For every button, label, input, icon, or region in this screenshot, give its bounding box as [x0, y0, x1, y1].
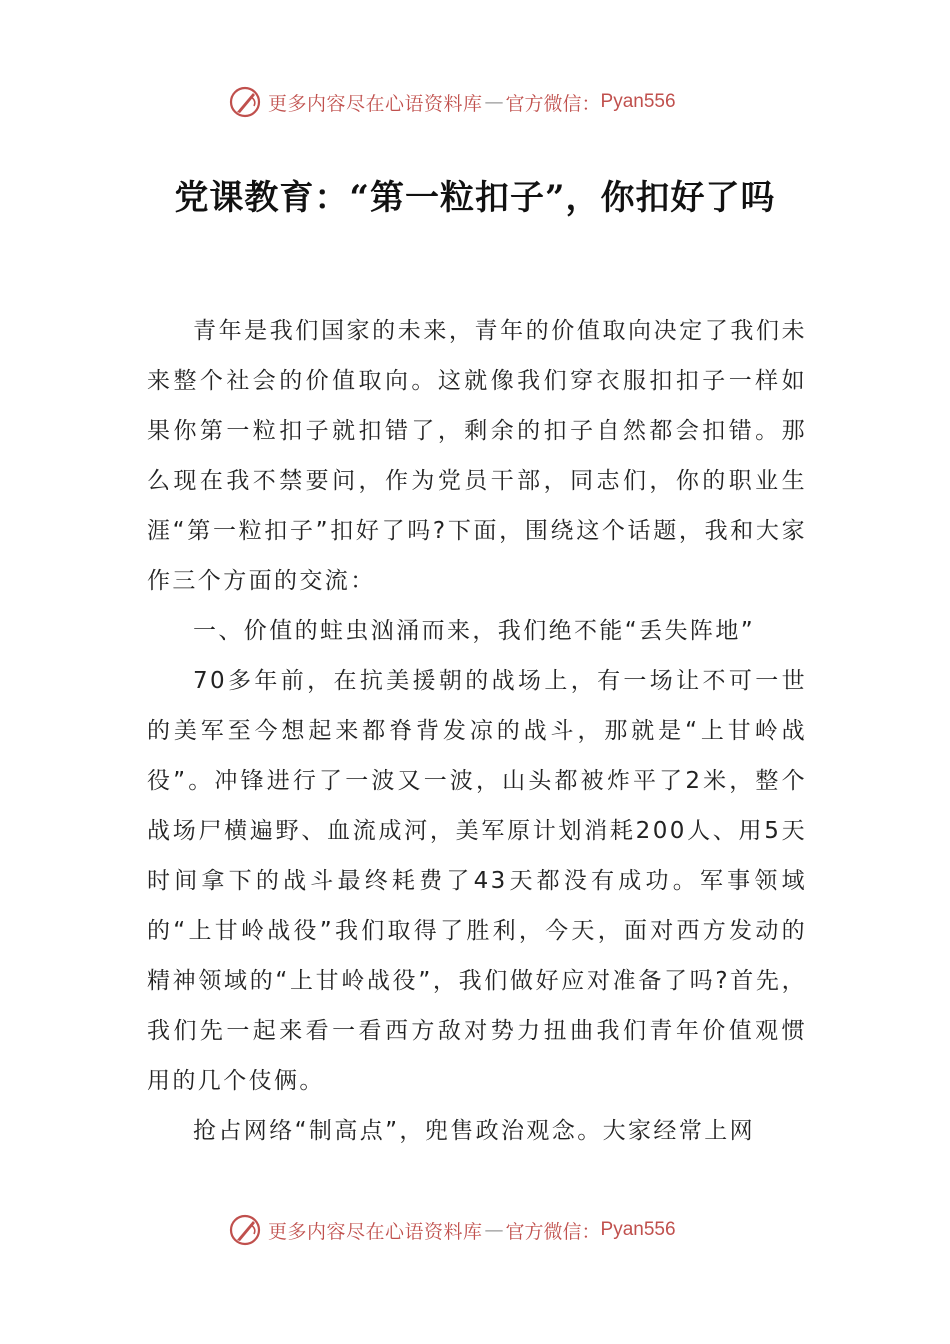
banner-wechat-label: 官方微信：: [505, 92, 601, 115]
paragraph-intro: 青年是我们国家的未来，青年的价值取向决定了我们未来整个社会的价值取向。这就像我们穿衣服扣扣子一样如果你第一粒扣子就扣错了，剩余的扣子自然都会扣错。那么现在我不禁要问，作为党员干部，同志们，你的职业生涯“第一粒扣子”扣好了吗?下面，围绕这个话题，我和大家作三个方面的交流：: [147, 318, 807, 594]
banner-text: 更多内容尽在心语资料库: [268, 92, 483, 115]
quill-pen-icon: [228, 85, 262, 119]
banner-wechat-id: Pyan556: [600, 1219, 676, 1240]
quill-pen-icon: [228, 1213, 262, 1247]
banner-wechat-id: Pyan556: [600, 91, 676, 112]
section-heading: 一、价值的蛀虫汹涌而来，我们绝不能“丢失阵地”: [193, 618, 756, 644]
paragraph-history: 70多年前，在抗美援朝的战场上，有一场让不可一世的美军至今想起来都脊背发凉的战斗，那就是“上甘岭战役”。冲锋进行了一波又一波，山头都被炸平了2米，整个战场尸横遍野、血流成河，美军原计划消耗200人、用5天时间拿下的战斗最终耗费了43天都没有成功。军事领域的“上甘岭战役”我们取得了胜利，今天，面对西方发动的精神领域的“上甘岭战役”，我们做好应对准备了吗?首先，我们先一起来看一看西方敌对势力扭曲我们青年价值观惯用的几个伎俩。: [147, 668, 807, 1094]
banner-separator: —: [484, 91, 504, 113]
banner-text: 更多内容尽在心语资料库: [268, 1220, 483, 1243]
banner-wechat-label: 官方微信：: [505, 1220, 601, 1243]
paragraph-network: 抢占网络“制高点”，兜售政治观念。大家经常上网: [193, 1118, 756, 1144]
page-title: 党课教育：“第一粒扣子”，你扣好了吗: [174, 178, 776, 218]
header-banner: [228, 82, 676, 122]
footer-banner: [228, 1210, 676, 1250]
banner-separator: —: [484, 1219, 504, 1241]
article-body: [147, 306, 807, 1156]
